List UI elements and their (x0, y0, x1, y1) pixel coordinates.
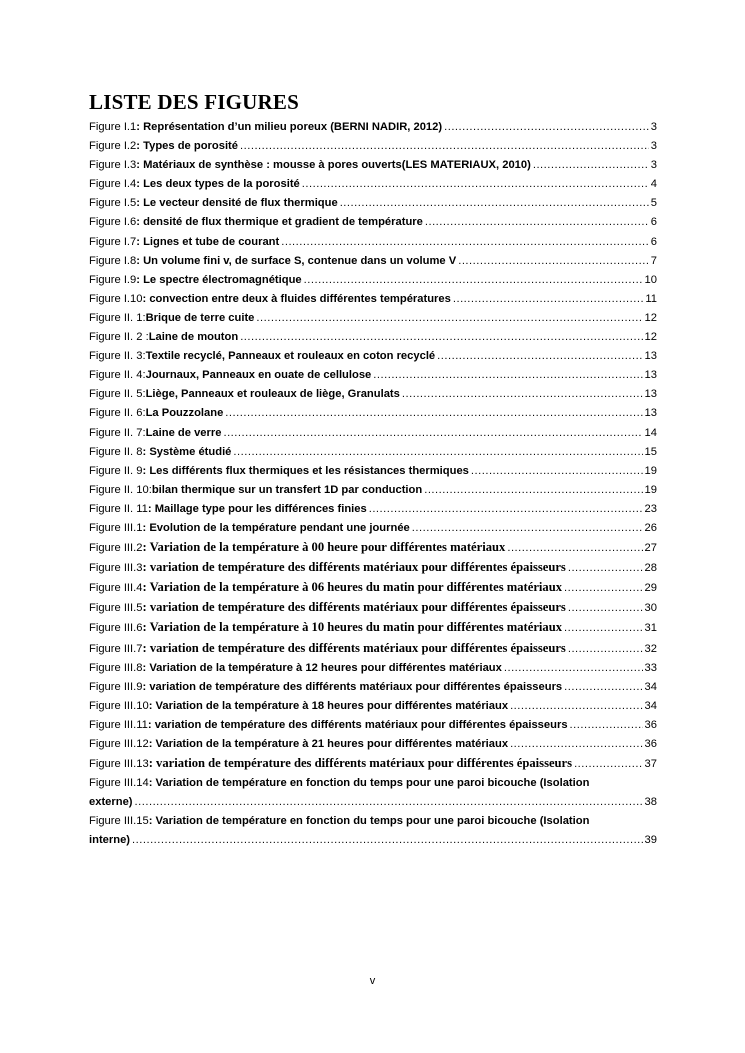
figure-caption: : Evolution de la température pendant une journée (142, 521, 410, 534)
figure-label: Figure II. 10: (89, 483, 152, 496)
figure-entry[interactable] (89, 328, 657, 347)
figure-entry-row (89, 462, 657, 481)
figure-entry-row (89, 194, 657, 213)
dot-leader (574, 755, 642, 774)
figure-label: Figure I.5 (89, 197, 137, 210)
figure-label: Figure III.15 (89, 815, 149, 828)
figure-entry-row (89, 659, 657, 678)
dot-leader (564, 678, 642, 697)
figure-caption: : Un volume fini v, de surface S, contenue dans un volume V (136, 254, 457, 267)
figure-label: Figure II. 8 (89, 445, 143, 458)
figure-page-number: 23 (644, 502, 657, 515)
figure-caption: : densité de flux thermique et gradient de température (136, 216, 423, 229)
figure-entry-row (89, 678, 657, 697)
figure-label: Figure II. 1: (89, 311, 146, 324)
figure-entry-row (89, 252, 657, 271)
figure-entry[interactable] (89, 385, 657, 404)
figure-entry[interactable] (89, 735, 657, 754)
figure-entry-row (89, 424, 657, 443)
figure-label: Figure I.1 (89, 121, 137, 133)
figure-entry[interactable] (89, 347, 657, 366)
figure-label: Figure II. 6: (89, 407, 146, 420)
figure-page-number: 33 (644, 661, 657, 674)
figure-label: Figure III.4 (89, 582, 143, 595)
figure-entry-row (89, 578, 657, 598)
figure-caption: : Système étudié (142, 445, 232, 458)
figure-caption: : Types de porosité (136, 140, 239, 153)
figure-page-number: 32 (644, 642, 657, 655)
figure-entry-row (89, 404, 657, 423)
dot-leader (458, 252, 649, 271)
figure-page-number: 34 (644, 699, 657, 712)
figure-entry[interactable] (89, 271, 657, 290)
figure-label: Figure III.8 (89, 661, 143, 674)
figure-caption: Brique de terre cuite (145, 311, 255, 324)
figure-label: Figure I.2 (89, 140, 137, 153)
figure-entry-row (89, 366, 657, 385)
figure-entry-row (89, 481, 657, 500)
figure-entry[interactable] (89, 578, 657, 598)
figure-page-number: 27 (644, 542, 657, 555)
figure-caption: : variation de température des différents matériaux pour différentes épaisseurs (147, 718, 568, 731)
figure-page-number: 37 (644, 758, 657, 771)
figure-caption: : Variation de la température à 12 heures pour différentes matériaux (142, 661, 502, 674)
figure-label: Figure II. 4: (89, 369, 146, 382)
figure-caption: Laine de mouton (148, 331, 239, 344)
figure-page-number: 36 (644, 718, 657, 731)
figure-label: Figure I.4 (89, 178, 137, 191)
figure-label: Figure I.3 (89, 159, 137, 172)
figure-label: Figure I.10 (89, 292, 143, 305)
figure-entry[interactable] (89, 558, 657, 578)
figure-caption-continuation: externe) (89, 796, 133, 809)
dot-leader (504, 659, 643, 678)
figure-caption: : variation de température des différents matériaux pour différentes épaisseurs (142, 600, 566, 615)
figure-entry-row (89, 812, 657, 831)
figure-entry-row (89, 697, 657, 716)
figure-label: Figure III.13 (89, 758, 149, 771)
figure-caption: : Matériaux de synthèse : mousse à pores ouverts(LES MATERIAUX, 2010) (136, 159, 531, 172)
figure-entry[interactable] (89, 538, 657, 558)
figure-entry-row (89, 598, 657, 618)
figure-page-number: 36 (644, 738, 657, 750)
figure-caption: : Maillage type pour les différences finies (147, 502, 367, 515)
figure-caption: : Le spectre électromagnétique (136, 273, 302, 286)
figure-caption: : Représentation d’un milieu poreux (BERNI NADIR, 2012) (136, 121, 443, 133)
figure-page-number: 13 (644, 388, 657, 401)
figure-page-number: 19 (644, 483, 657, 496)
figure-entry-row (89, 519, 657, 538)
figure-caption: Textile recyclé, Panneaux et rouleaux en coton recyclé (145, 350, 436, 363)
figure-entry-row (89, 793, 657, 812)
figure-entry[interactable] (89, 659, 657, 678)
figure-label: Figure II. 2 : (89, 331, 149, 344)
figure-page-number: 12 (644, 331, 657, 344)
figure-label: Figure III.12 (89, 738, 149, 750)
figure-entry[interactable] (89, 309, 657, 328)
figure-entry-row (89, 290, 657, 309)
figure-label: Figure III.1 (89, 521, 143, 534)
figure-entry[interactable] (89, 175, 657, 194)
figure-page-number: 13 (644, 350, 657, 363)
dot-leader (240, 137, 649, 156)
figure-entry-row (89, 137, 657, 156)
figure-caption: bilan thermique sur un transfert 1D par conduction (151, 483, 423, 496)
figure-caption: : variation de température des différents matériaux pour différentes épaisseurs (142, 680, 563, 693)
figure-entry-row (89, 156, 657, 175)
figure-caption-continuation: interne) (89, 834, 131, 847)
dot-leader (507, 539, 642, 558)
figure-page-number: 39 (644, 834, 657, 847)
figure-entry-row (89, 309, 657, 328)
figure-entry[interactable] (89, 290, 657, 309)
figure-entry[interactable] (89, 424, 657, 443)
figure-entry[interactable] (89, 404, 657, 423)
figure-entry[interactable] (89, 697, 657, 716)
dot-leader (402, 385, 643, 404)
dot-leader (471, 462, 643, 481)
figure-page-number: 11 (645, 292, 657, 305)
figure-caption: Journaux, Panneaux en ouate de cellulose (145, 369, 372, 382)
dot-leader (304, 271, 643, 290)
figure-entry-row (89, 347, 657, 366)
figure-page-number: 5 (650, 197, 657, 210)
dot-leader (425, 213, 649, 232)
dot-leader (568, 559, 643, 578)
figure-entry[interactable] (89, 812, 657, 850)
figure-label: Figure III.5 (89, 602, 143, 615)
dot-leader (256, 309, 642, 328)
figure-page-number: 3 (650, 159, 657, 172)
figure-caption: : Lignes et tube de courant (136, 235, 280, 248)
figure-label: Figure II. 9 (89, 464, 143, 477)
figure-entry[interactable] (89, 598, 657, 618)
figure-entry[interactable] (89, 156, 657, 175)
figure-page-number: 34 (644, 680, 657, 693)
figure-entry-row (89, 500, 657, 519)
figure-page-number: 7 (650, 254, 657, 267)
figure-page-number: 14 (644, 426, 657, 439)
figure-entry-row (89, 639, 657, 659)
dot-leader (373, 366, 642, 385)
figure-caption: : variation de température des différents matériaux pour différentes épaisseurs (142, 560, 566, 575)
figure-caption: : Variation de la température à 18 heures pour différentes matériaux (148, 699, 509, 712)
dot-leader (135, 793, 643, 812)
figure-caption: : Les différents flux thermiques et les résistances thermiques (142, 464, 469, 477)
figure-entry[interactable] (89, 137, 657, 156)
dot-leader (453, 290, 644, 309)
figure-caption: : convection entre deux à fluides différentes températures (142, 292, 451, 305)
figure-label: Figure I.7 (89, 235, 137, 248)
dot-leader (223, 424, 642, 443)
dot-leader (568, 640, 643, 659)
figure-caption: : Variation de la température à 10 heures du matin pour différentes matériaux (142, 620, 563, 635)
figure-entry-row (89, 716, 657, 735)
figure-page-number: 28 (644, 562, 657, 575)
figure-label: Figure II. 7: (89, 426, 146, 439)
figure-label: Figure III.6 (89, 622, 143, 635)
figure-entry[interactable] (89, 462, 657, 481)
dot-leader (225, 404, 642, 423)
dot-leader (233, 443, 642, 462)
figure-entry-row (89, 735, 657, 754)
figure-caption: Liège, Panneaux et rouleaux de liège, Granulats (145, 388, 400, 401)
figure-entry[interactable] (89, 233, 657, 252)
dot-leader (568, 599, 643, 618)
figure-page-number: 26 (644, 521, 657, 534)
figure-entry[interactable] (89, 118, 657, 137)
figure-label: Figure III.11 (89, 718, 148, 731)
figure-page-number: 6 (650, 216, 657, 229)
figure-label: Figure III.7 (89, 642, 143, 655)
dot-leader (240, 328, 642, 347)
figure-entry-row (89, 175, 657, 194)
figure-entry-row (89, 213, 657, 232)
dot-leader (437, 347, 642, 366)
dot-leader (412, 519, 643, 538)
figure-entry[interactable] (89, 194, 657, 213)
figure-entry-row (89, 385, 657, 404)
figure-page-number: 10 (644, 273, 657, 286)
figure-page-number: 38 (644, 796, 657, 809)
figure-list (89, 118, 657, 851)
figure-caption: La Pouzzolane (145, 407, 224, 420)
figure-label: Figure III.3 (89, 562, 143, 575)
figure-label: Figure II. 3: (89, 350, 146, 363)
figure-entry[interactable] (89, 618, 657, 638)
dot-leader (424, 481, 642, 500)
figure-entry-row (89, 118, 657, 137)
dot-leader (564, 579, 643, 598)
figure-label: Figure III.9 (89, 680, 143, 693)
figure-label: Figure I.6 (89, 216, 137, 229)
figure-entry-row (89, 443, 657, 462)
figure-label: Figure III.10 (89, 699, 149, 712)
figure-entry-row (89, 558, 657, 578)
dot-leader (570, 716, 643, 735)
figure-caption: : Variation de la température à 21 heures pour différentes matériaux (148, 738, 509, 750)
figure-entry[interactable] (89, 678, 657, 697)
figure-entry-row (89, 754, 657, 774)
figure-entry[interactable] (89, 754, 657, 774)
figure-caption: : Le vecteur densité de flux thermique (136, 197, 338, 210)
figure-page-number: 15 (644, 445, 657, 458)
figure-page-number: 29 (644, 582, 657, 595)
figure-caption: : Variation de température en fonction du temps pour une paroi bicouche (Isolation (148, 815, 590, 828)
figure-caption: : variation de température des différents matériaux pour différentes épaisseurs (148, 756, 573, 771)
figure-caption: : Les deux types de la porosité (136, 178, 300, 191)
dot-leader (533, 156, 649, 175)
figure-label: Figure III.2 (89, 542, 143, 555)
figure-entry-row (89, 538, 657, 558)
figure-entry[interactable] (89, 500, 657, 519)
figure-entry[interactable] (89, 519, 657, 538)
figure-caption: : variation de température des différents matériaux pour différentes épaisseurs (142, 640, 566, 655)
figure-entry[interactable] (89, 366, 657, 385)
figure-entry[interactable] (89, 213, 657, 232)
figure-page-number: 13 (644, 369, 657, 382)
figure-page-number: 12 (644, 311, 657, 324)
figure-page-number: 3 (650, 140, 657, 153)
page-title: LISTE DES FIGURES (89, 90, 299, 114)
dot-leader (564, 619, 643, 638)
figure-page-number: 4 (650, 178, 657, 191)
figure-page-number: 13 (644, 407, 657, 420)
figure-entry[interactable] (89, 639, 657, 659)
dot-leader (444, 118, 649, 137)
figure-label: Figure III.14 (89, 777, 149, 790)
figure-entry[interactable] (89, 716, 657, 735)
figure-entry-row (89, 831, 657, 850)
figure-entry-row (89, 328, 657, 347)
figure-page-number: 19 (644, 464, 657, 477)
figure-label: Figure II. 11 (89, 502, 148, 515)
figure-page-number: 6 (650, 235, 657, 248)
figure-entry-row (89, 271, 657, 290)
page-number-footer: v (369, 975, 376, 987)
dot-leader (510, 697, 642, 716)
figure-page-number: 30 (644, 602, 657, 615)
figure-page-number: 31 (644, 622, 657, 635)
figure-entry-row (89, 233, 657, 252)
dot-leader (340, 194, 649, 213)
figure-entry[interactable] (89, 481, 657, 500)
figure-caption: : Variation de la température à 06 heures du matin pour différentes matériaux (142, 580, 563, 595)
dot-leader (281, 233, 649, 252)
figure-caption: Laine de verre (145, 426, 222, 439)
dot-leader (302, 175, 649, 194)
figure-label: Figure I.9 (89, 273, 137, 286)
figure-entry[interactable] (89, 443, 657, 462)
figure-entry[interactable] (89, 252, 657, 271)
figure-entry[interactable] (89, 774, 657, 812)
figure-caption: : Variation de la température à 00 heure pour différentes matériaux (142, 540, 506, 555)
figure-entry-row (89, 774, 657, 793)
figure-page-number: 3 (650, 121, 657, 133)
figure-label: Figure I.8 (89, 254, 137, 267)
figure-caption: : Variation de température en fonction du temps pour une paroi bicouche (Isolation (148, 777, 590, 790)
figure-entry-row (89, 618, 657, 638)
dot-leader (369, 500, 643, 519)
dot-leader (510, 735, 642, 754)
figure-label: Figure II. 5: (89, 388, 146, 401)
dot-leader (132, 831, 643, 850)
